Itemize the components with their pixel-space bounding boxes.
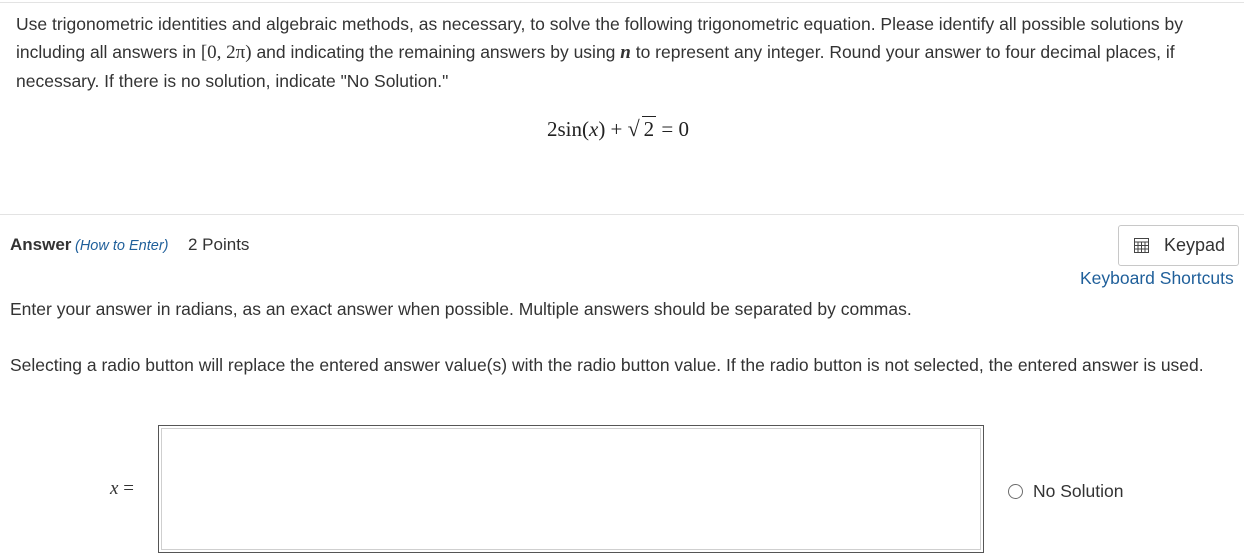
equation-variable: x: [588, 117, 599, 141]
keypad-button[interactable]: [1118, 225, 1239, 266]
trig-equation: [0, 117, 1236, 142]
question-text-part-3: to represent any integer. Round your answer to four decimal places, if necessary. If there is no solution, indicate "No Solution.": [16, 42, 1175, 91]
sqrt-expression: [628, 117, 657, 142]
question-text-part-1: Use trigonometric identities and algebraic methods, as necessary, to solve the following trigonometric equation. Please identify all possible solutions by including all answers in: [16, 14, 1183, 62]
answer-variable: x: [110, 478, 119, 499]
section-divider: [0, 214, 1244, 215]
answer-input-field[interactable]: [158, 425, 984, 553]
equation-plus: ) +: [598, 117, 628, 141]
calculator-grid-icon: [1134, 238, 1149, 253]
integer-variable-n: n: [620, 42, 631, 63]
question-text-part-2: and indicating the remaining answers by using: [251, 42, 621, 62]
no-solution-label[interactable]: No Solution: [1033, 481, 1124, 501]
interval-expression: [0, 2π): [200, 42, 252, 63]
question-prompt: [16, 10, 1231, 95]
sqrt-sign: √: [627, 116, 640, 141]
how-to-enter-link[interactable]: (How to Enter): [75, 238, 169, 254]
points-value: 2 Points: [188, 235, 250, 254]
radio-button-note: Selecting a radio button will replace the entered answer value(s) with the radio button value. If the radio button is not selected, the entered answer is used.: [10, 355, 1204, 375]
no-solution-radio[interactable]: [1008, 484, 1023, 499]
answer-heading: Answer: [10, 235, 72, 254]
answer-instructions: Enter your answer in radians, as an exact answer when possible. Multiple answers should be separated by commas.: [10, 299, 912, 319]
answer-equals-sign: =: [118, 478, 134, 499]
top-divider: [0, 2, 1244, 3]
equation-rhs: = 0: [656, 117, 689, 141]
equation-sin-term: 2sin(: [546, 117, 589, 141]
answer-input-inner[interactable]: [161, 428, 981, 550]
keyboard-shortcuts-link[interactable]: Keyboard Shortcuts: [1080, 268, 1234, 288]
sqrt-radicand: 2: [643, 117, 655, 141]
keypad-label: Keypad: [1164, 235, 1226, 255]
answer-variable-label: [110, 478, 134, 500]
